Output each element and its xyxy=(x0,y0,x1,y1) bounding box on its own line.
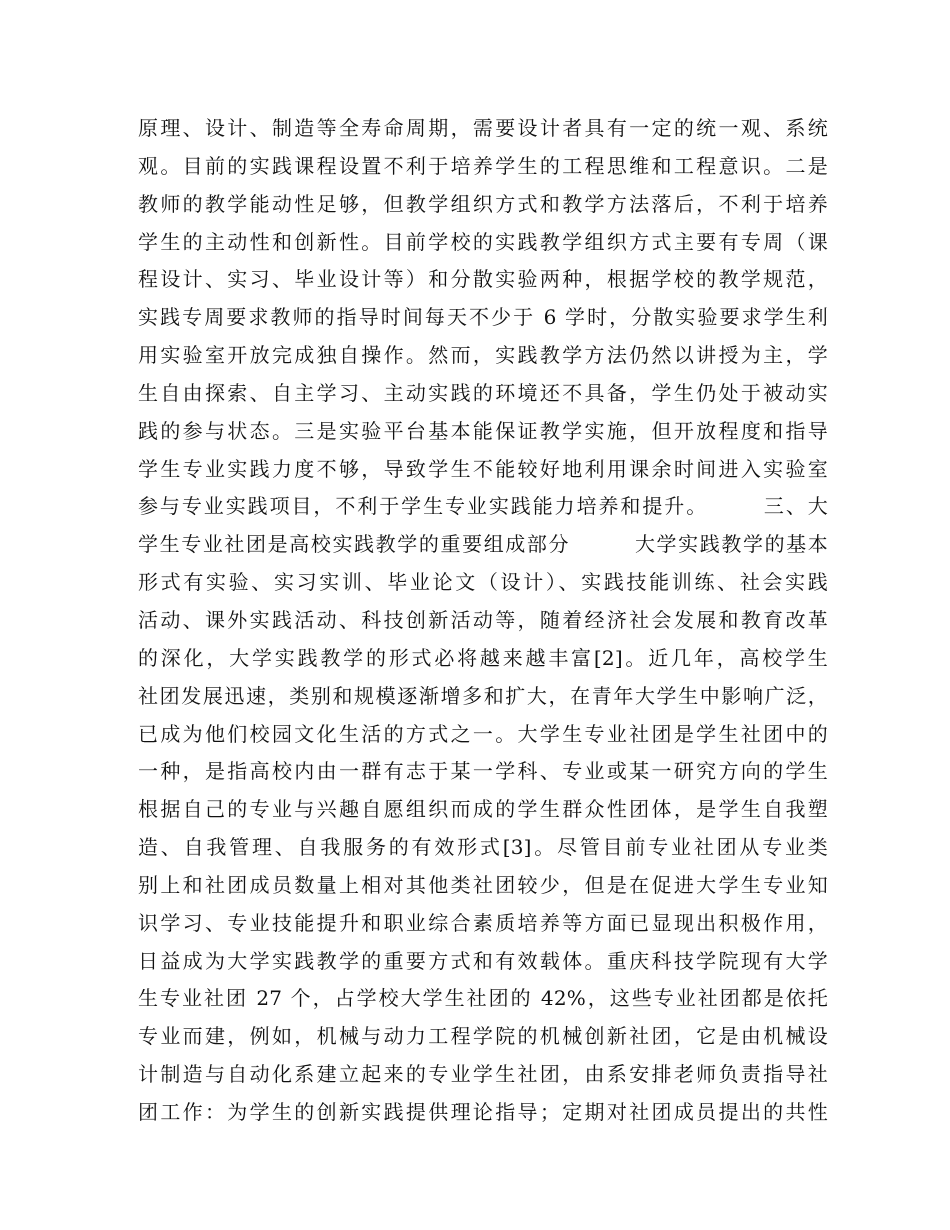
text-line: 社团发展迅速，类别和规模逐渐增多和扩大，在青年大学生中影响广泛， xyxy=(138,683,828,708)
text-line: 参与专业实践项目，不利于学生专业实践能力培养和提升。 三、大 xyxy=(138,494,828,519)
text-line: 别上和社团成员数量上相对其他类社团较少，但是在促进大学生专业知 xyxy=(138,872,828,897)
text-line: 原理、设计、制造等全寿命周期，需要设计者具有一定的统一观、系统 xyxy=(138,116,828,140)
text-line: 一种，是指高校内由一群有志于某一学科、专业或某一研究方向的学生 xyxy=(138,759,828,784)
text-line: 实践专周要求教师的指导时间每天不少于 6 学时，分散实验要求学生利 xyxy=(138,305,828,330)
text-line: 生自由探索、自主学习、主动实践的环境还不具备，学生仍处于被动实 xyxy=(138,380,828,405)
text-line: 教师的教学能动性足够，但教学组织方式和教学方法落后，不利于培养 xyxy=(138,191,828,216)
text-line: 活动、课外实践活动、科技创新活动等，随着经济社会发展和教育改革 xyxy=(138,607,828,632)
text-line: 造、自我管理、自我服务的有效形式[3]。尽管目前专业社团从专业类 xyxy=(138,835,828,860)
text-line: 观。目前的实践课程设置不利于培养学生的工程思维和工程意识。二是 xyxy=(138,153,828,178)
text-line: 践的参与状态。三是实验平台基本能保证教学实施，但开放程度和指导 xyxy=(138,418,828,443)
text-line: 专业而建，例如，机械与动力工程学院的机械创新社团，它是由机械设 xyxy=(138,1024,828,1049)
text-line: 程设计、实习、毕业设计等）和分散实验两种，根据学校的教学规范， xyxy=(138,267,828,292)
text-line: 日益成为大学实践教学的重要方式和有效载体。重庆科技学院现有大学 xyxy=(138,948,828,973)
text-line: 的深化，大学实践教学的形式必将越来越丰富[2]。近几年，高校学生 xyxy=(138,645,828,670)
text-line: 用实验室开放完成独自操作。然而，实践教学方法仍然以讲授为主，学 xyxy=(138,343,828,368)
text-line: 计制造与自动化系建立起来的专业学生社团，由系安排老师负责指导社 xyxy=(138,1062,828,1087)
text-line: 已成为他们校园文化生活的方式之一。大学生专业社团是学生社团中的 xyxy=(138,721,828,746)
text-line: 根据自己的专业与兴趣自愿组织而成的学生群众性团体，是学生自我塑 xyxy=(138,797,828,822)
body-text xyxy=(138,110,828,1132)
text-line: 学生专业实践力度不够，导致学生不能较好地利用课余时间进入实验室 xyxy=(138,456,828,481)
text-line: 生专业社团 27 个，占学校大学生社团的 42%，这些专业社团都是依托 xyxy=(138,986,828,1011)
text-line: 学生专业社团是高校实践教学的重要组成部分 大学实践教学的基本 xyxy=(138,532,828,557)
text-line: 学生的主动性和创新性。目前学校的实践教学组织方式主要有专周（课 xyxy=(138,229,828,254)
text-line: 形式有实验、实习实训、毕业论文（设计）、实践技能训练、社会实践 xyxy=(138,570,828,595)
text-line: 识学习、专业技能提升和职业综合素质培养等方面已显现出积极作用， xyxy=(138,910,828,935)
text-line: 团工作：为学生的创新实践提供理论指导；定期对社团成员提出的共性 xyxy=(138,1099,828,1124)
